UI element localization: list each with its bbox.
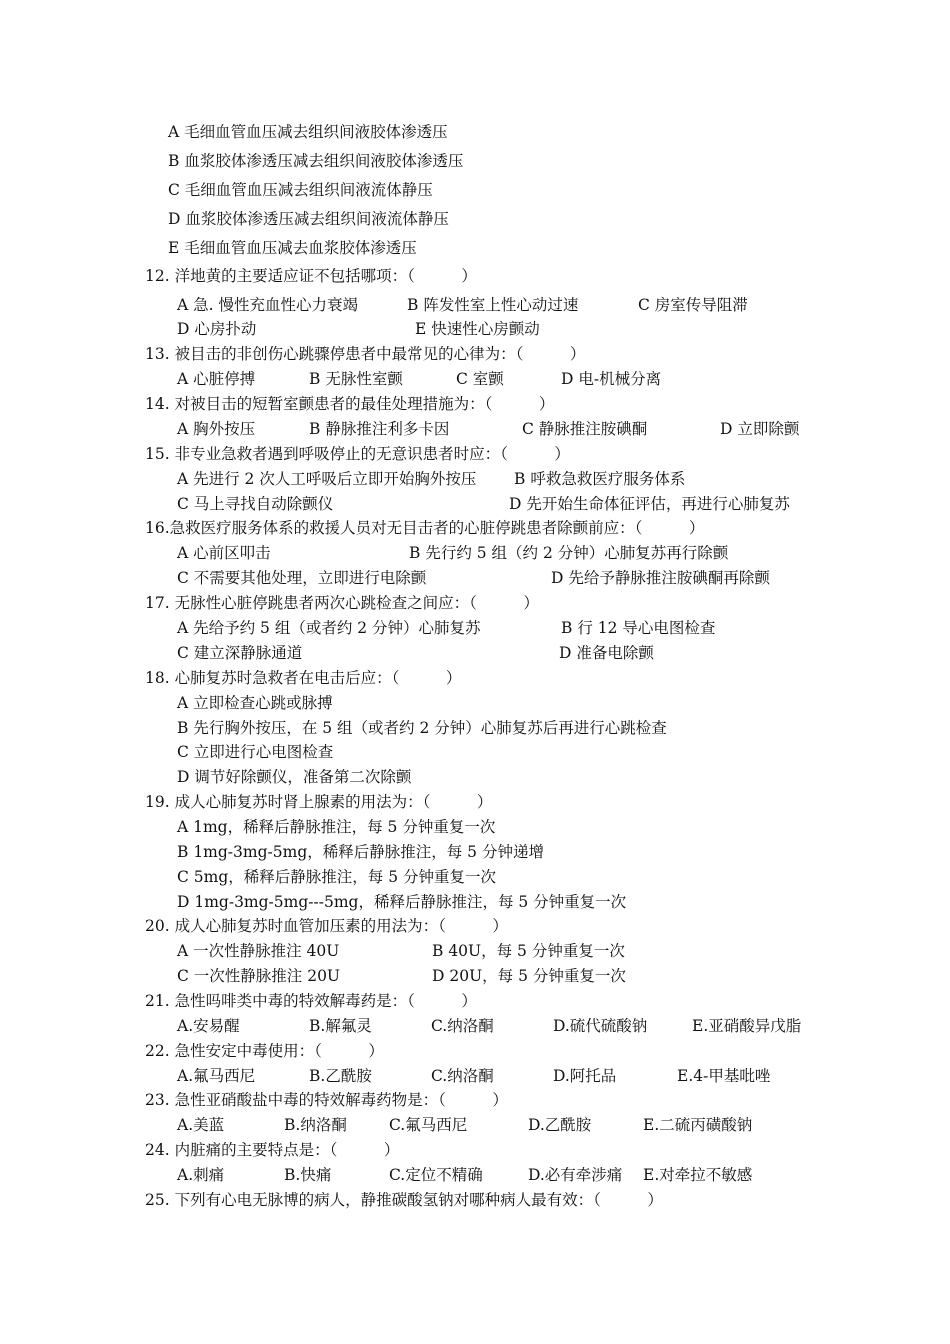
q13-option-d: D 电-机械分离 xyxy=(561,370,662,388)
q17-option-d: D 准备电除颤 xyxy=(559,644,654,662)
q14-option-c: C 静脉推注胺碘酮 xyxy=(522,420,648,438)
q20-option-b: B 40U，每 5 分钟重复一次 xyxy=(432,942,625,960)
q20-option-a: A 一次性静脉推注 40U xyxy=(177,942,340,960)
q19-option-d: D 1mg-3mg-5mg---5mg，稀释后静脉推注，每 5 分钟重复一次 xyxy=(177,893,627,911)
q18-option-a: A 立即检查心跳或脉搏 xyxy=(177,694,333,712)
q23-stem: 23. 急性亚硝酸盐中毒的特效解毒药物是：（ ） xyxy=(145,1091,508,1109)
q15-stem: 15. 非专业急救者遇到呼吸停止的无意识患者时应：（ ） xyxy=(145,445,570,463)
q11-option-c: C 毛细血管血压减去组织间液流体静压 xyxy=(168,181,433,199)
q12-option-b: B 阵发性室上性心动过速 xyxy=(407,296,579,314)
q13-option-b: B 无脉性室颤 xyxy=(309,370,403,388)
q19-option-b: B 1mg-3mg-5mg，稀释后静脉推注，每 5 分钟递增 xyxy=(177,843,544,861)
q19-stem: 19. 成人心肺复苏时肾上腺素的用法为：（ ） xyxy=(145,793,493,811)
q14-option-a: A 胸外按压 xyxy=(177,420,256,438)
q20-stem: 20. 成人心肺复苏时血管加压素的用法为：（ ） xyxy=(145,917,508,935)
q21-option-d: D.硫代硫酸钠 xyxy=(553,1017,648,1035)
q17-option-a: A 先给予约 5 组（或者约 2 分钟）心肺复苏 xyxy=(177,619,481,637)
q19-option-a: A 1mg，稀释后静脉推注，每 5 分钟重复一次 xyxy=(177,818,496,836)
q15-option-d: D 先开始生命体征评估，再进行心肺复苏 xyxy=(509,495,790,513)
q12-option-c: C 房室传导阻滞 xyxy=(638,296,748,314)
q21-stem: 21. 急性吗啡类中毒的特效解毒药是：（ ） xyxy=(145,992,477,1010)
q21-option-b: B.解氟灵 xyxy=(309,1017,372,1035)
q17-stem: 17. 无脉性心脏停跳患者两次心跳检查之间应：（ ） xyxy=(145,594,539,612)
q23-option-d: D.乙酰胺 xyxy=(528,1116,592,1134)
q22-option-e: E.4-甲基吡唑 xyxy=(677,1067,771,1085)
q16-option-a: A 心前区叩击 xyxy=(177,544,271,562)
q23-option-b: B.纳洛酮 xyxy=(284,1116,347,1134)
q22-stem: 22. 急性安定中毒使用：（ ） xyxy=(145,1042,384,1060)
q11-option-b: B 血浆胶体渗透压减去组织间液胶体渗透压 xyxy=(168,152,464,170)
q24-option-c: C.定位不精确 xyxy=(389,1166,483,1184)
q22-option-a: A.氟马西尼 xyxy=(177,1067,256,1085)
q14-option-d: D 立即除颤 xyxy=(720,420,800,438)
q24-option-a: A.刺痛 xyxy=(177,1166,225,1184)
q22-option-c: C.纳洛酮 xyxy=(431,1067,494,1085)
q12-option-d: D 心房扑动 xyxy=(177,320,257,338)
q14-option-b: B 静脉推注利多卡因 xyxy=(309,420,450,438)
q23-option-c: C.氟马西尼 xyxy=(389,1116,468,1134)
q11-option-e: E 毛细血管血压减去血浆胶体渗透压 xyxy=(168,239,417,257)
q21-option-e: E.亚硝酸异戊脂 xyxy=(692,1017,802,1035)
q24-option-e: E.对牵拉不敏感 xyxy=(643,1166,753,1184)
q11-option-a: A 毛细血管血压减去组织间液胶体渗透压 xyxy=(168,123,448,141)
q18-option-b: B 先行胸外按压，在 5 组（或者约 2 分钟）心肺复苏后再进行心跳检查 xyxy=(177,719,667,737)
q18-option-d: D 调节好除颤仪，准备第二次除颤 xyxy=(177,768,412,786)
q13-option-a: A 心脏停搏 xyxy=(177,370,256,388)
q12-option-e: E 快速性心房颤动 xyxy=(415,320,540,338)
q16-option-b: B 先行约 5 组（约 2 分钟）心肺复苏再行除颤 xyxy=(409,544,729,562)
q15-option-c: C 马上寻找自动除颤仪 xyxy=(177,495,334,513)
q19-option-c: C 5mg，稀释后静脉推注，每 5 分钟重复一次 xyxy=(177,868,496,886)
q22-option-b: B.乙酰胺 xyxy=(309,1067,372,1085)
q20-option-d: D 20U，每 5 分钟重复一次 xyxy=(432,967,626,985)
q24-option-d: D.必有牵涉痛 xyxy=(528,1166,623,1184)
q16-option-c: C 不需要其他处理，立即进行电除颤 xyxy=(177,569,427,587)
q18-option-c: C 立即进行心电图检查 xyxy=(177,743,334,761)
q15-option-a: A 先进行 2 次人工呼吸后立即开始胸外按压 xyxy=(177,470,477,488)
q12-option-a: A 急. 慢性充血性心力衰竭 xyxy=(177,296,358,314)
q12-stem: 12. 洋地黄的主要适应证不包括哪项：（ ） xyxy=(145,267,477,285)
q21-option-a: A.安易醒 xyxy=(177,1017,240,1035)
q21-option-c: C.纳洛酮 xyxy=(431,1017,494,1035)
q22-option-d: D.阿托品 xyxy=(553,1067,617,1085)
q20-option-c: C 一次性静脉推注 20U xyxy=(177,967,341,985)
q11-option-d: D 血浆胶体渗透压减去组织间液流体静压 xyxy=(168,210,449,228)
q14-stem: 14. 对被目击的短暂室颤患者的最佳处理措施为：（ ） xyxy=(145,395,555,413)
q17-option-c: C 建立深静脉通道 xyxy=(177,644,303,662)
q16-option-d: D 先给予静脉推注胺碘酮再除颤 xyxy=(551,569,770,587)
q16-stem: 16.急救医疗服务体系的救援人员对无目击者的心脏停跳患者除颤前应：（ ） xyxy=(145,519,705,537)
q23-option-a: A.美蓝 xyxy=(177,1116,225,1134)
q25-stem: 25. 下列有心电无脉博的病人，静推碳酸氢钠对哪种病人最有效：（ ） xyxy=(145,1191,663,1209)
q18-stem: 18. 心肺复苏时急救者在电击后应：（ ） xyxy=(145,669,462,687)
q23-option-e: E.二硫丙磺酸钠 xyxy=(643,1116,753,1134)
q13-stem: 13. 被目击的非创伤心跳骤停患者中最常见的心律为：（ ） xyxy=(145,345,586,363)
q24-stem: 24. 内脏痛的主要特点是：（ ） xyxy=(145,1141,400,1159)
q24-option-b: B.快痛 xyxy=(284,1166,332,1184)
q17-option-b: B 行 12 导心电图检查 xyxy=(561,619,716,637)
q15-option-b: B 呼救急救医疗服务体系 xyxy=(514,470,686,488)
q13-option-c: C 室颤 xyxy=(456,370,504,388)
